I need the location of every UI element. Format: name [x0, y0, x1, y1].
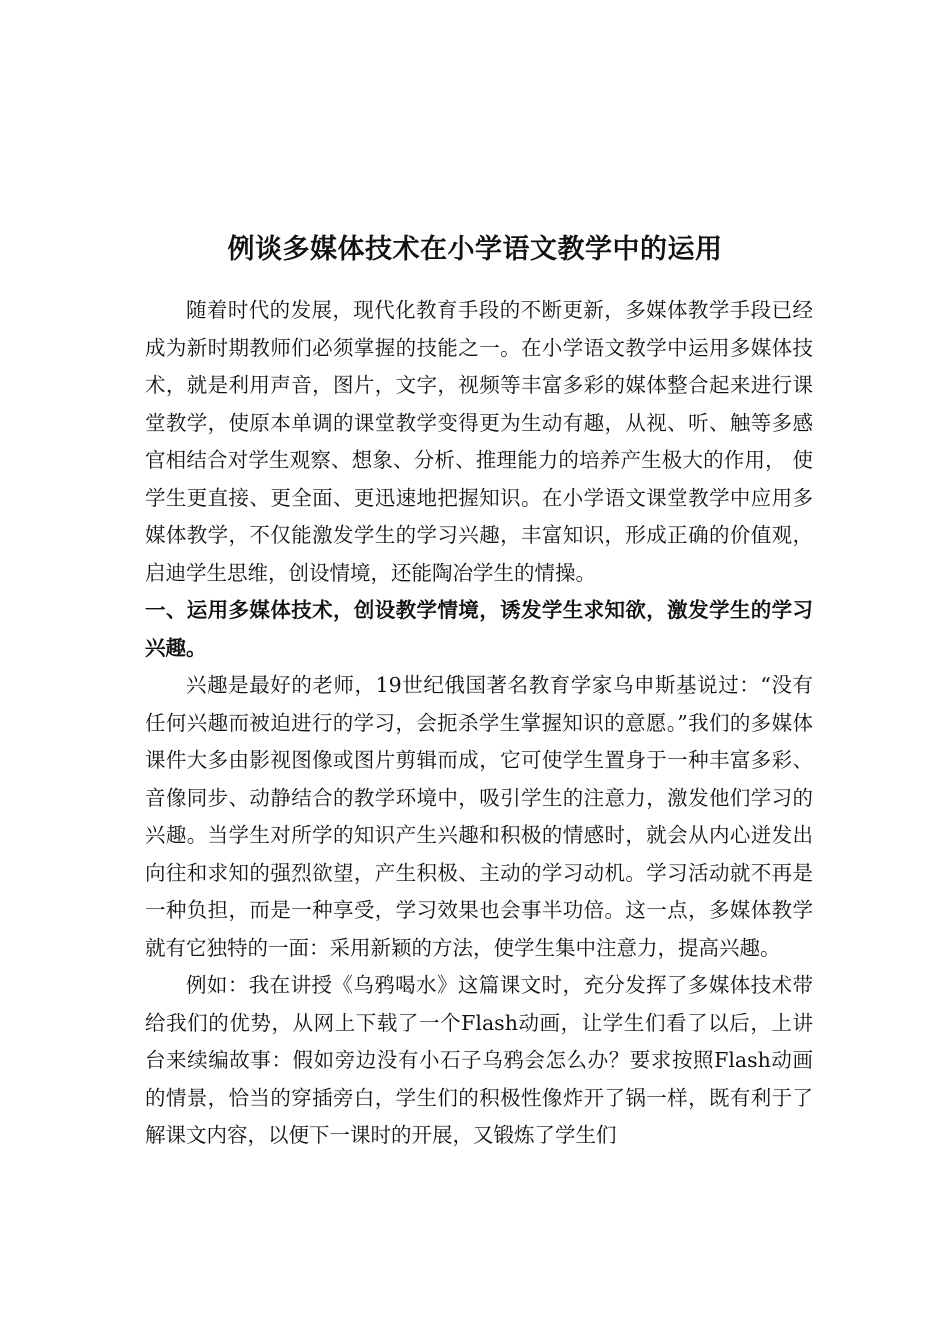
section-1-paragraph-2: 例如：我在讲授《乌鸦喝水》这篇课文时，充分发挥了多媒体技术带给我们的优势，从网上下载了一个Flash动画，让学生们看了以后，上讲台来续编故事：假如旁边没有小石子乌鸦会怎么办？要求按照Flash动画的情景，恰当的穿插旁白，学生们的积极性像炸开了锅一样，既有利于了解课文内容，以便下一课时的开展，又锻炼了学生们 [145, 973, 813, 1147]
section-1-paragraph-1: 兴趣是最好的老师，19世纪俄国著名教育学家乌申斯基说过：“没有任何兴趣而被迫进行的学习，会扼杀学生掌握知识的意愿。”我们的多媒体课件大多由影视图像或图片剪辑而成，它可使学生置身于一种丰富多彩、音像同步、动静结合的教学环境中，吸引学生的注意力，激发他们学习的兴趣。当学生对所学的知识产生兴趣和积极的情感时，就会从内心迸发出向往和求知的强烈欲望，产生积极、主动的学习动机。学习活动就不再是一种负担，而是一种享受，学习效果也会事半功倍。这一点，多媒体教学就有它独特的一面：采用新颖的方法，使学生集中注意力，提高兴趣。 [145, 673, 813, 960]
document-body [145, 292, 813, 1155]
section-heading-1: 一、运用多媒体技术，创设教学情境，诱发学生求知欲，激发学生的学习兴趣。 [145, 598, 813, 660]
document-title: 例谈多媒体技术在小学语文教学中的运用 [227, 234, 723, 265]
intro-paragraph: 随着时代的发展，现代化教育手段的不断更新，多媒体教学手段已经成为新时期教师们必须掌握的技能之一。在小学语文教学中运用多媒体技术，就是利用声音，图片，文字，视频等丰富多彩的媒体整合起来进行课堂教学，使原本单调的课堂教学变得更为生动有趣，从视、听、触等多感官相结合对学生观察、想象、分析、推理能力的培养产生极大的作用， 使学生更直接、更全面、更迅速地把握知识。在小学语文课堂教学中应用多媒体教学，不仅能激发学生的学习兴趣，丰富知识，形成正确的价值观，启迪学生思维，创设情境，还能陶冶学生的情操。 [145, 298, 813, 585]
